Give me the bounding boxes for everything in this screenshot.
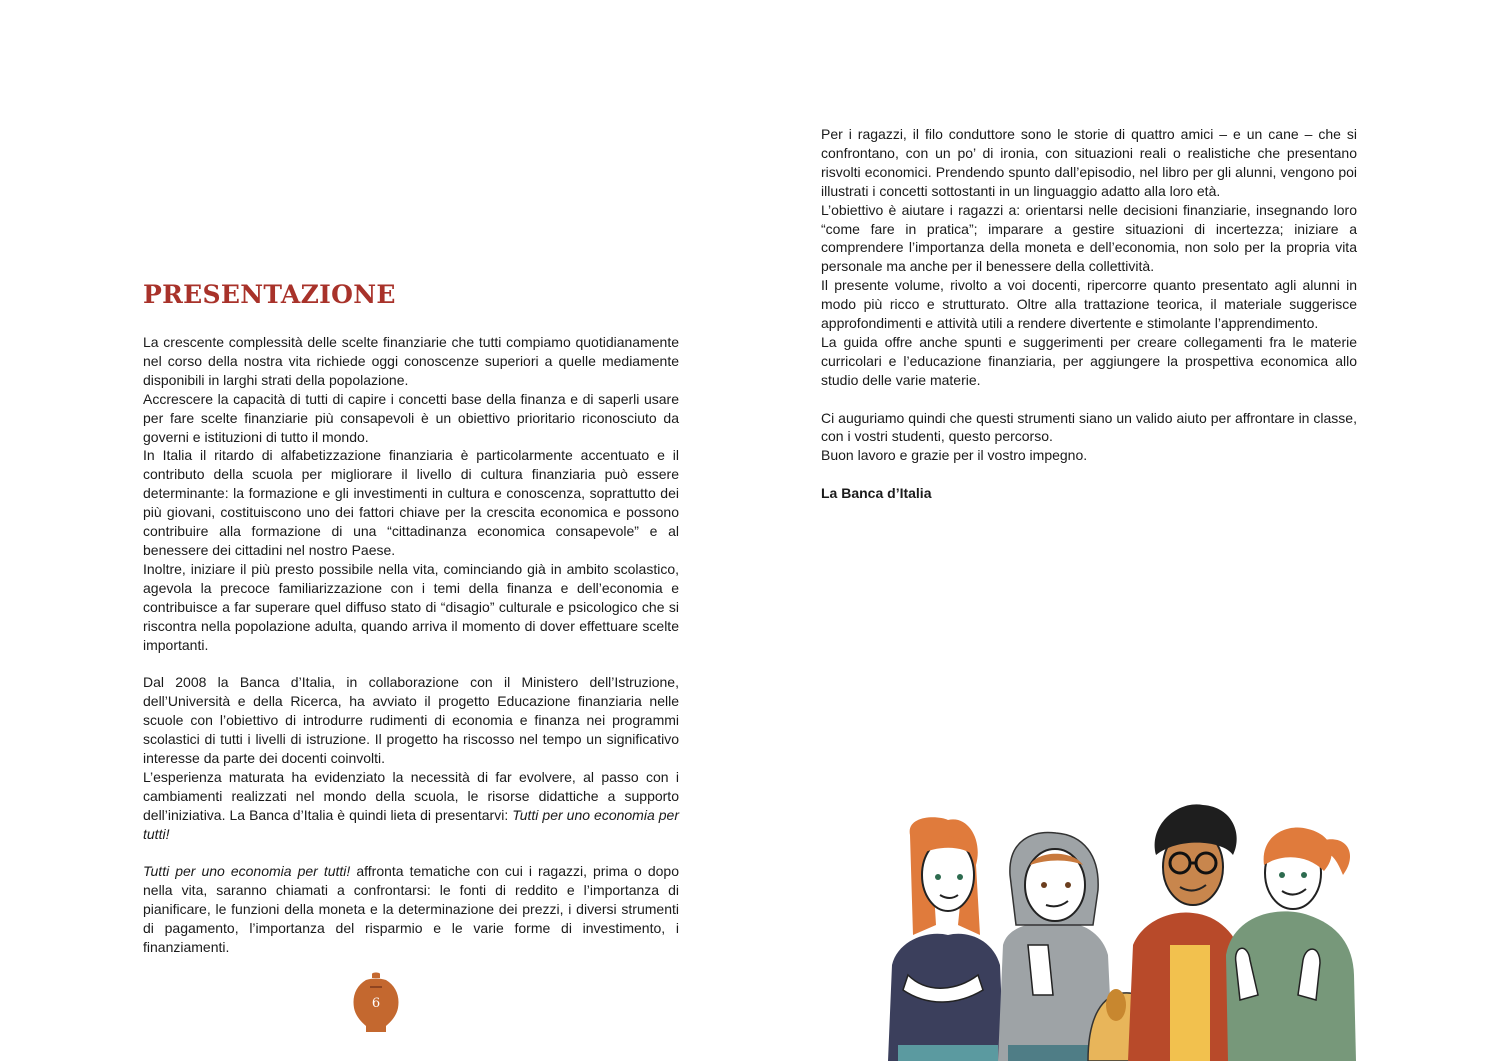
book-title: Tutti per uno economia per tutti! [143,806,679,842]
right-page [750,0,1500,1061]
paragraph-text: affronta tematiche con cui i ragazzi, prima o dopo nella vita, saranno chiamati a confrontarsi: le fonti di reddito e l’importanza di pianificare, le funzioni della moneta e la determinazione dei prezzi, i diversi strumenti di pagamento, l’importanza del risparmio e le varie forme di investimento, i finanziamenti. [143,863,680,955]
piggy-bank-page-badge [352,972,400,1034]
book-title: Tutti per uno economia per tutti! [143,863,351,880]
paragraph [143,862,679,957]
four-friends-illustration [888,795,1368,1061]
paragraph: Buon lavoro e grazie per il vostro impegno. [821,447,1088,464]
paragraph: La guida offre anche spunti e suggerimenti per creare collegamenti fra le materie curricolari e l’educazione finanziaria, per aggiungere la prospettiva economica allo studio delle varie materie. [821,333,1357,388]
girl-character-left [888,817,1004,1061]
paragraph [143,768,679,844]
signature: La Banca d’Italia [821,485,932,502]
paragraph: Dal 2008 la Banca d’Italia, in collaborazione con il Ministero dell’Istruzione, dell’Università e della Ricerca, ha avviato il progetto Educazione finanziaria nelle scuole con l’obiettivo di introdurre rudimenti di economia e finanza nei programmi scolastici di tutti i livelli di istruzione. Il progetto ha riscosso nel tempo un significativo interesse da parte dei docenti coinvolti. [143,674,679,766]
page-number: 6 [371,996,381,1011]
paragraph: L’obiettivo è aiutare i ragazzi a: orientarsi nelle decisioni finanziarie, insegnando loro “come fare in pratica”; imparare a gestire situazioni di incertezza; iniziare a comprendere l’importanza della moneta e dell’economia, non solo per la propria vita personale ma anche per il benessere della collettività. [821,201,1357,275]
paragraph-text: L’esperienza maturata ha evidenziato la necessità di far evolvere, al passo con i cambiamenti realizzati nel mondo della scuola, le risorse didattiche a supporto dell’iniziativa. La Banca d’Italia è quindi lieta di presentarvi: [143,768,679,823]
paragraph: Per i ragazzi, il filo conduttore sono le storie di quattro amici – e un cane – che si confrontano, con un po’ di ironia, con situazioni reali o realistiche che presentano risvolti economici. Prendendo spunto dall’episodio, nel libro per gli alunni, vengono poi illustrati i concetti sottostanti in un linguaggio adatto alla loro età. [821,126,1357,199]
page-title: PRESENTAZIONE [143,280,396,309]
paragraph: Inoltre, iniziare il più presto possibile nella vita, cominciando già in ambito scolastico, agevola la precoce familiarizzazione con i temi della finanza e dell’economia e contribuisce a far superare quel diffuso stato di “disagio” culturale e psicologico che si riscontra nella popolazione adulta, quando arriva il momento di dover effettuare scelte importanti. [143,560,679,653]
paragraph: In Italia il ritardo di alfabetizzazione finanziaria è particolarmente accentuato e il contributo della scuola per migliorare il livello di cultura finanziaria può essere determinante: la formazione e gli investimenti in cultura e conoscenza, soprattutto dei più giovani, costituiscono uno dei fattori chiave per la crescita economica e possono contribuire alla formazione di una “cittadinanza economica consapevole” e al benessere dei cittadini nel nostro Paese. [143,447,679,558]
girl-character-right [1226,828,1356,1061]
paragraph: Il presente volume, rivolto a voi docenti, ripercorre quanto presentato agli alunni in modo più ricco e strutturato. Oltre alla trattazione teorica, il materiale suggerisce approfondimenti e attività utili a rendere divertente e stimolante l’apprendimento. [821,277,1357,332]
paragraph: Ci auguriamo quindi che questi strumenti siano un valido aiuto per affrontare in classe, con i vostri studenti, questo percorso. [821,409,1357,445]
left-body-text [143,333,679,957]
right-body-text [821,125,1357,503]
paragraph: La crescente complessità delle scelte finanziarie che tutti compiamo quotidianamente nel corso della nostra vita richiede oggi conoscenze superiori a quelle mediamente disponibili in larghi strati della popolazione. [143,334,679,388]
paragraph: Accrescere la capacità di tutti di capire i concetti base della finanza e di saperli usare per fare scelte finanziarie più consapevoli è un obiettivo prioritario riconosciuto da governi e istituzioni di tutto il mondo. [143,390,679,445]
